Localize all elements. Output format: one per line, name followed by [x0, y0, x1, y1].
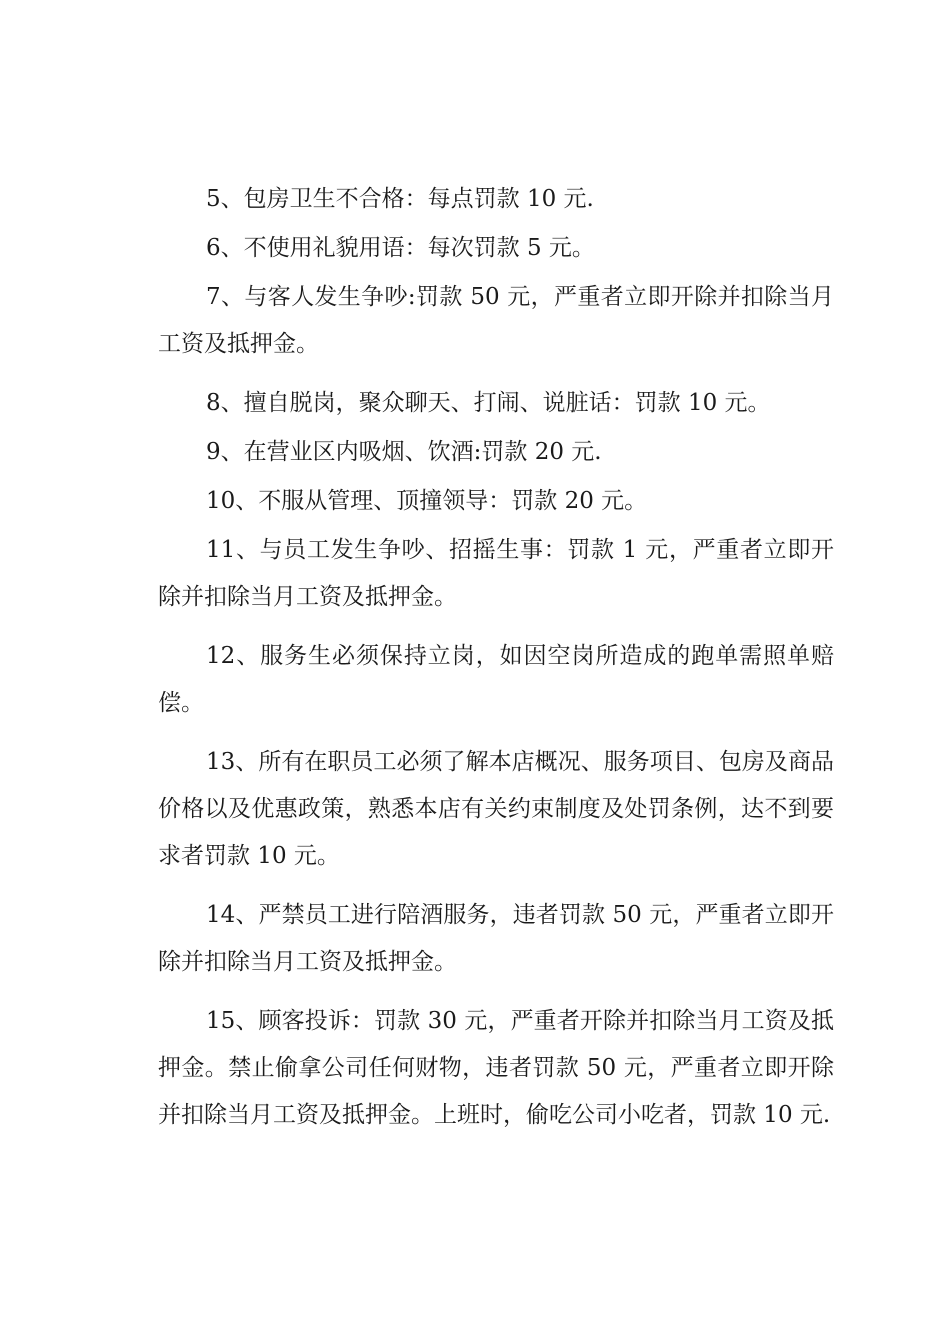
rule-item-11: 11、与员工发生争吵、招摇生事：罚款 1 元，严重者立即开除并扣除当月工资及抵押金。 — [158, 537, 834, 610]
rule-item-6: 6、不使用礼貌用语：每次罚款 5 元。 — [206, 235, 595, 261]
document-body — [158, 176, 834, 1151]
rule-item-7: 7、与客人发生争吵:罚款 50 元，严重者立即开除并扣除当月工资及抵押金。 — [158, 284, 834, 357]
rule-item-12: 12、服务生必须保持立岗，如因空岗所造成的跑单需照单赔偿。 — [158, 643, 834, 716]
rule-item-5: 5、包房卫生不合格：每点罚款 10 元. — [206, 186, 594, 212]
rule-item-13: 13、所有在职员工必须了解本店概况、服务项目、包房及商品价格以及优惠政策，熟悉本店有关约束制度及处罚条例，达不到要求者罚款 10 元。 — [158, 749, 834, 869]
rule-item-14: 14、严禁员工进行陪酒服务，违者罚款 50 元，严重者立即开除并扣除当月工资及抵押金。 — [158, 902, 834, 975]
rule-item-10: 10、不服从管理、顶撞领导：罚款 20 元。 — [206, 488, 648, 514]
rule-item-15: 15、顾客投诉：罚款 30 元，严重者开除并扣除当月工资及抵押金。禁止偷拿公司任何财物，违者罚款 50 元，严重者立即开除并扣除当月工资及抵押金。上班时，偷吃公司小吃者，罚款 10 元. — [158, 1008, 834, 1128]
rule-item-8: 8、擅自脱岗，聚众聊天、打闹、说脏话：罚款 10 元。 — [206, 390, 771, 416]
rule-item-9: 9、在营业区内吸烟、饮酒:罚款 20 元. — [206, 439, 602, 465]
